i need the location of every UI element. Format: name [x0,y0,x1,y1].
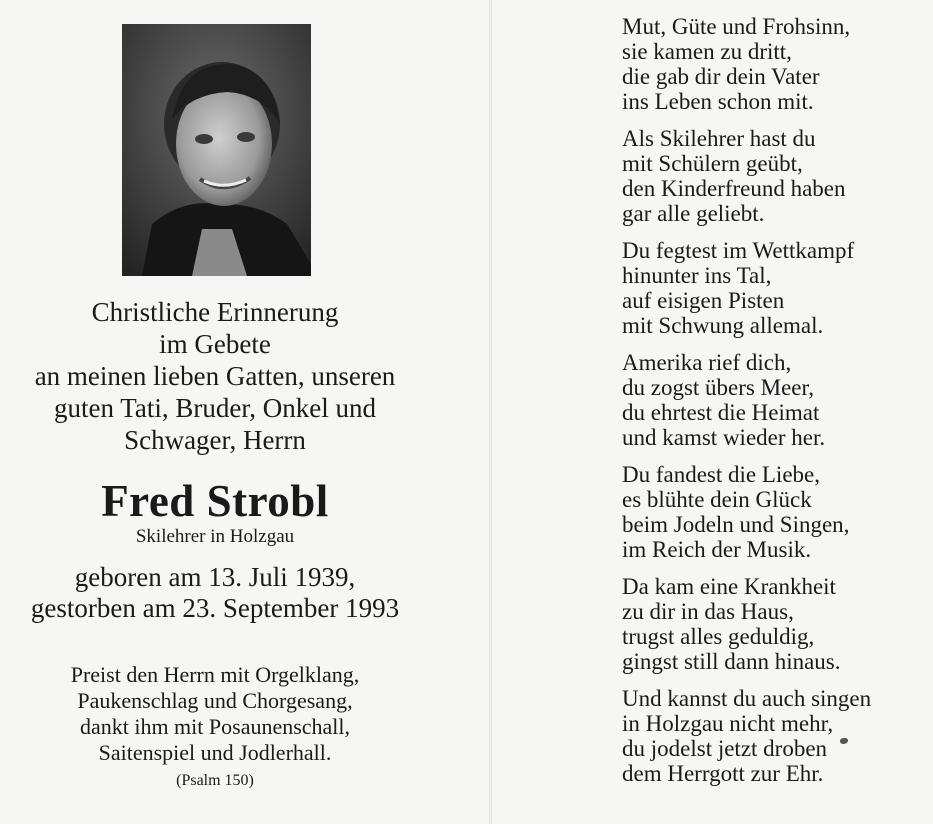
poem-line: gingst still dann hinaus. [622,649,841,674]
poem-stanza [622,686,871,786]
intro-line: an meinen lieben Gatten, unseren [34,361,396,391]
poem-line: den Kinderfreund haben [622,176,846,201]
psalm-line: dankt ihm mit Posaunenschall, [79,714,351,739]
psalm-line: Paukenschlag und Chorgesang, [77,688,353,713]
poem-line: im Reich der Musik. [622,537,812,562]
poem-stanza [622,238,871,338]
poem-line: du zogst übers Meer, [622,375,814,400]
intro-line: guten Tati, Bruder, Onkel und [54,393,376,423]
intro-text [0,296,430,456]
poem-line: hinunter ins Tal, [622,263,772,288]
poem-line: gar alle geliebt. [622,201,765,226]
psalm-line: Preist den Herrn mit Orgelklang, [70,662,360,687]
poem-line: du ehrtest die Heimat [622,400,820,425]
psalm-reference: (Psalm 150) [176,772,254,789]
poem-stanza [622,14,871,114]
poem-stanza [622,462,871,562]
deceased-name: Fred Strobl [101,476,329,526]
intro-line: Schwager, Herrn [124,425,306,455]
poem-line: dem Herrgott zur Ehr. [622,761,824,786]
portrait-photo [122,24,311,276]
poem-line: und kamst wieder her. [622,425,826,450]
poem-stanza [622,350,871,450]
life-dates [0,562,430,624]
psalm-verse [0,662,430,766]
name-block [0,476,430,548]
poem-line: Du fegtest im Wettkampf [622,238,855,263]
poem-stanza [622,574,871,674]
poem-line: in Holzgau nicht mehr, [622,711,834,736]
poem-line: Du fandest die Liebe, [622,462,820,487]
poem-line: mit Schwung allemal. [622,313,824,338]
poem-line: Mut, Güte und Frohsinn, [622,14,851,39]
poem-line: Und kannst du auch singen [622,686,872,711]
poem-line: ins Leben schon mit. [622,89,814,114]
poem-line: Da kam eine Krankheit [622,574,836,599]
poem-line: du jodelst jetzt droben [622,736,828,761]
poem-line: es blühte dein Glück [622,487,812,512]
poem [622,14,871,798]
birth-date: geboren am 13. Juli 1939, [74,562,356,592]
poem-line: die gab dir dein Vater [622,64,820,89]
profession: Skilehrer in Holzgau [135,526,295,547]
poem-line: mit Schülern geübt, [622,151,803,176]
death-date: gestorben am 23. September 1993 [30,593,400,623]
intro-line: im Gebete [159,329,271,359]
poem-line: sie kamen zu dritt, [622,39,792,64]
poem-stanza [622,126,871,226]
intro-line: Christliche Erinnerung [91,297,339,327]
right-panel [492,0,933,824]
psalm-line: Saitenspiel und Jodlerhall. [98,740,332,765]
poem-line: auf eisigen Pisten [622,288,785,313]
poem-line: trugst alles geduldig, [622,624,815,649]
poem-line: zu dir in das Haus, [622,599,794,624]
poem-line: Amerika rief dich, [622,350,792,375]
poem-line: beim Jodeln und Singen, [622,512,850,537]
poem-line: Als Skilehrer hast du [622,126,816,151]
